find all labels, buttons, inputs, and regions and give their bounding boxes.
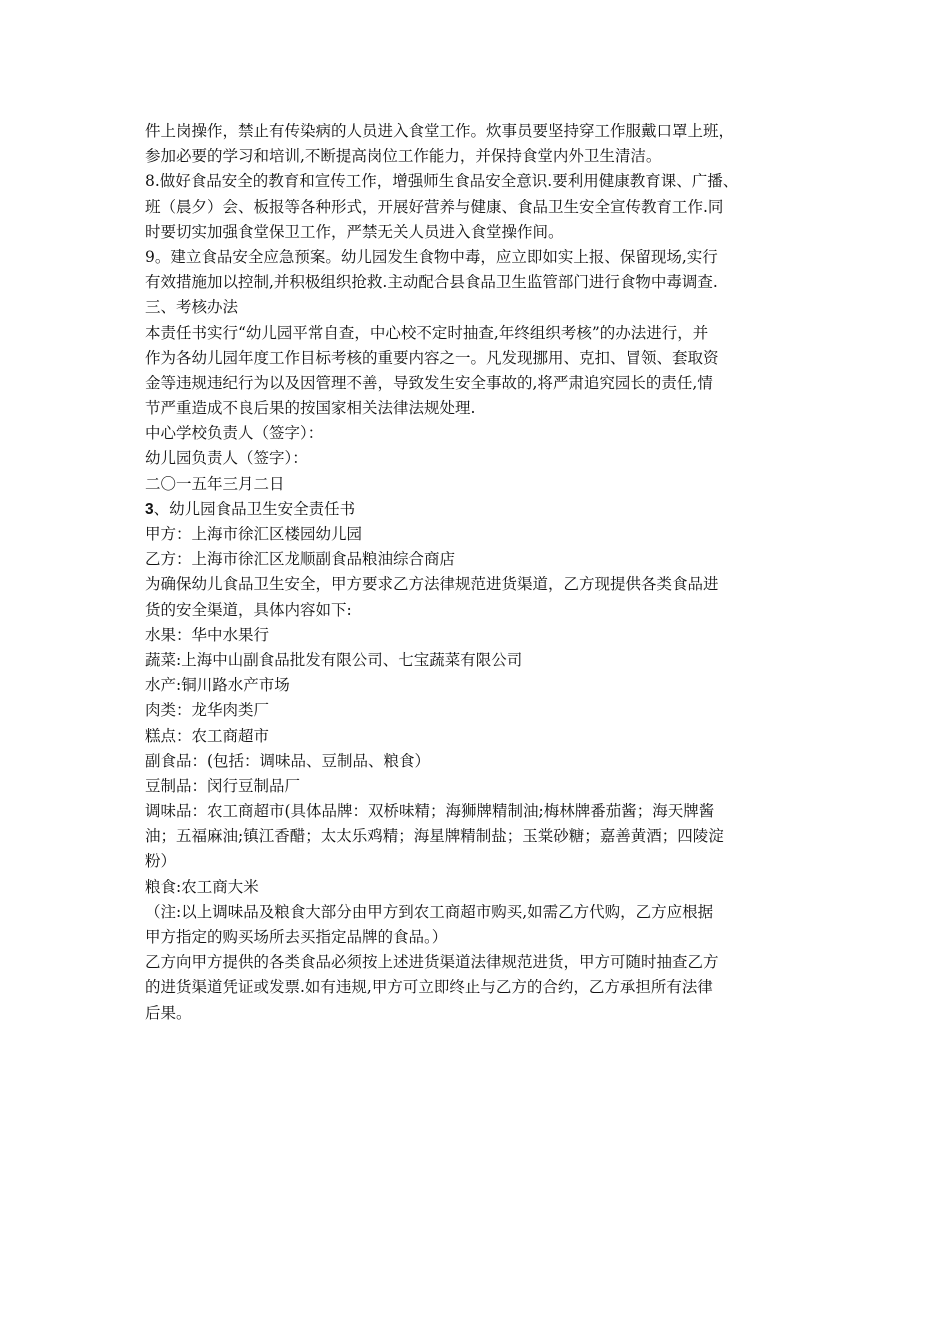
text-line: 班（晨夕）会、板报等各种形式，开展好营养与健康、食品卫生安全宣传教育工作.同 bbox=[145, 197, 724, 216]
text-line: 有效措施加以控制,并积极组织抢救.主动配合县食品卫生监管部门进行食物中毒调查. bbox=[145, 273, 718, 292]
document-title bbox=[145, 497, 815, 522]
text-line: 9。建立食品安全应急预案。幼儿园发生食物中毒，应立即如实上报、保留现场,实行 bbox=[145, 247, 718, 266]
text-line: 油；五福麻油;镇江香醋；太太乐鸡精；海星牌精制盐；玉棠砂糖；嘉善黄酒；四陵淀 bbox=[145, 827, 724, 846]
signature-line-kindergarten: 幼儿园负责人（签字）： bbox=[145, 449, 308, 468]
party-b: 乙方：上海市徐汇区龙顺副食品粮油综合商店 bbox=[145, 550, 456, 569]
document-body bbox=[145, 119, 815, 1026]
text-line: 粉） bbox=[145, 852, 177, 871]
supplier-item: 粮食:农工商大米 bbox=[145, 877, 259, 896]
text-line: 货的安全渠道，具体内容如下: bbox=[145, 600, 352, 619]
text-line: 作为各幼儿园年度工作目标考核的重要内容之一。凡发现挪用、克扣、冒领、套取资 bbox=[145, 348, 719, 367]
note-line: （注:以上调味品及粮食大部分由甲方到农工商超市购买,如需乙方代购，乙方应根据 bbox=[145, 902, 714, 921]
text-line: 节严重造成不良后果的按国家相关法律法规处理. bbox=[145, 399, 476, 418]
text-line: 8.做好食品安全的教育和宣传工作，增强师生食品安全意识.要利用健康教育课、广播、 bbox=[145, 172, 739, 191]
text-line: 金等违规违纪行为以及因管理不善，导致发生安全事故的,将严肃追究园长的责任,情 bbox=[145, 373, 713, 392]
supplier-item: 调味品：农工商超市(具体品牌：双桥味精；海狮牌精制油;梅林牌番茄酱；海天牌酱 bbox=[145, 802, 715, 821]
supplier-item: 肉类：龙华肉类厂 bbox=[145, 701, 270, 720]
party-a: 甲方：上海市徐汇区楼园幼儿园 bbox=[145, 525, 363, 543]
supplier-item: 水果：华中水果行 bbox=[145, 625, 270, 644]
supplier-item: 副食品：(包括：调味品、豆制品、粮食） bbox=[145, 751, 431, 770]
supplier-item: 蔬菜:上海中山副食品批发有限公司、七宝蔬菜有限公司 bbox=[145, 650, 523, 669]
text-line: 后果。 bbox=[145, 1003, 192, 1022]
date-line: 二〇一五年三月二日 bbox=[145, 474, 285, 493]
text-line: 本责任书实行“幼儿园平常自查，中心校不定时抽查,年终组织考核”的办法进行，并 bbox=[145, 323, 709, 342]
text-line: 参加必要的学习和培训,不断提高岗位工作能力，并保持食堂内外卫生清洁。 bbox=[145, 147, 662, 166]
supplier-item: 糕点：农工商超市 bbox=[145, 726, 270, 745]
title-text: 、幼儿园食品卫生安全责任书 bbox=[153, 499, 356, 518]
supplier-item: 豆制品：闵行豆制品厂 bbox=[145, 776, 301, 795]
text-line: 为确保幼儿食品卫生安全，甲方要求乙方法律规范进货渠道，乙方现提供各类食品进 bbox=[145, 575, 719, 594]
section-number: 3 bbox=[145, 500, 154, 518]
section-heading: 三、考核办法 bbox=[145, 298, 239, 317]
supplier-item: 水产:铜川路水产市场 bbox=[145, 676, 290, 695]
text-line: 时要切实加强食堂保卫工作，严禁无关人员进入食堂操作间。 bbox=[145, 222, 564, 241]
text-line: 乙方向甲方提供的各类食品必须按上述进货渠道法律规范进货，甲方可随时抽查乙方 bbox=[145, 953, 719, 972]
text-line: 的进货渠道凭证或发票.如有违规,甲方可立即终止与乙方的合约，乙方承担所有法律 bbox=[145, 978, 713, 997]
signature-line-school: 中心学校负责人（签字）： bbox=[145, 424, 324, 443]
text-line: 件上岗操作，禁止有传染病的人员进入食堂工作。炊事员要坚持穿工作服戴口罩上班， bbox=[145, 122, 735, 140]
note-line: 甲方指定的购买场所去买指定品牌的食品。） bbox=[145, 928, 448, 946]
